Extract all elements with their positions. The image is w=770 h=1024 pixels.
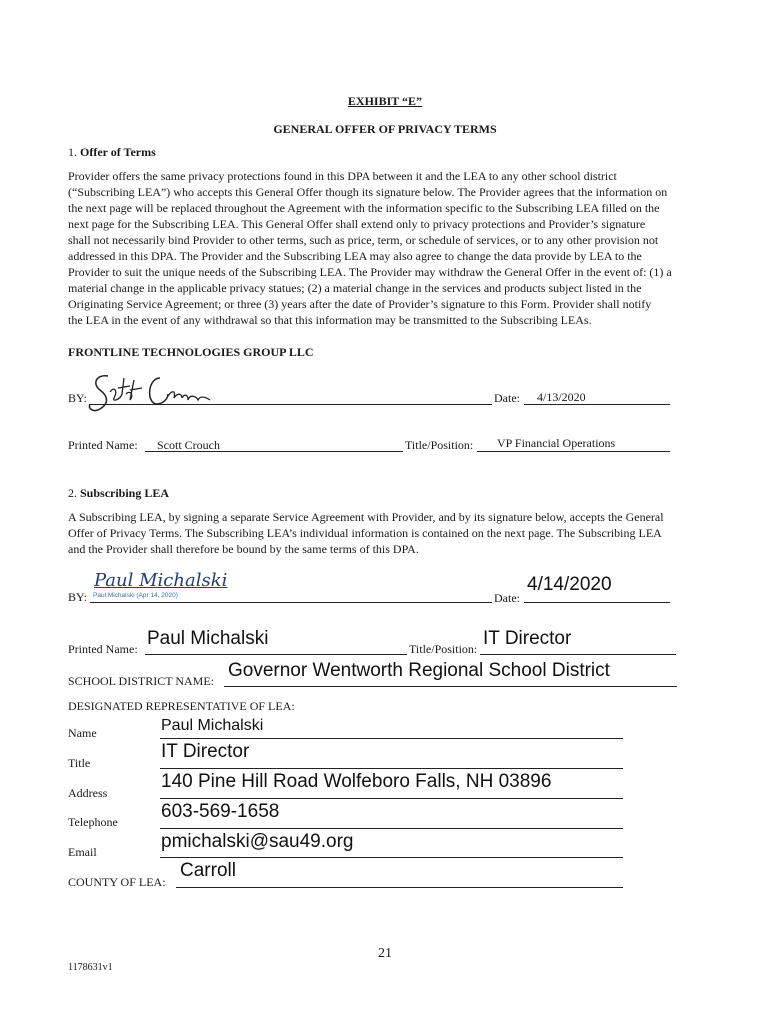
section-1-line: the next page will be replaced throughout the Agreement with the information specific to the Subscribing LEA filled on the	[68, 201, 660, 215]
rep-name-value: Paul Michalski	[161, 717, 264, 734]
page-title: GENERAL OFFER OF PRIVACY TERMS	[273, 122, 497, 136]
lea-title-value: IT Director	[483, 628, 572, 649]
section-1-line: Provider to suit the unique needs of the Subscribing LEA. The Provider may withdraw the General Offer in the event of: (1) a	[68, 265, 672, 279]
rep-title-value: IT Director	[161, 741, 250, 762]
rep-name-line	[160, 738, 623, 739]
lea-date-line	[524, 602, 670, 603]
section-1-line: Provider offers the same privacy protections found in this DPA between it and the LEA to any other school district	[68, 169, 617, 183]
page-number: 21	[378, 946, 392, 961]
provider-signature-image	[86, 368, 216, 416]
rep-title-line	[160, 768, 623, 769]
lea-date-label: Date:	[494, 591, 520, 605]
section-1-title: Offer of Terms	[80, 145, 156, 159]
section-2-title: Subscribing LEA	[80, 486, 170, 500]
rep-telephone-label: Telephone	[68, 815, 118, 829]
lea-printed-name-line	[145, 654, 407, 655]
section-1-line: the LEA in the event of any withdrawal so that this information may be transmitted to the Subscribing LEAs.	[68, 313, 592, 327]
provider-printed-name-value: Scott Crouch	[157, 438, 220, 452]
lea-by-label: BY:	[68, 590, 87, 604]
provider-date-value: 4/13/2020	[537, 390, 586, 404]
provider-printed-name-label: Printed Name:	[68, 438, 138, 452]
section-1-line: shall not necessarily bind Provider to other terms, such as price, term, or schedule of services, or to any other provision not	[68, 233, 659, 247]
rep-email-value: pmichalski@sau49.org	[161, 831, 354, 852]
section-2-line: and the Provider shall therefore be bound by the same terms of this DPA.	[68, 542, 419, 556]
provider-company-name: FRONTLINE TECHNOLOGIES GROUP LLC	[68, 345, 314, 359]
provider-title-prefix: VP	[497, 436, 512, 450]
provider-date-label: Date:	[494, 391, 520, 405]
rep-email-label: Email	[68, 845, 97, 859]
county-value: Carroll	[180, 860, 236, 881]
provider-by-label: BY:	[68, 391, 87, 405]
exhibit-heading: EXHIBIT “E”	[347, 94, 423, 108]
lea-printed-name-label: Printed Name:	[68, 642, 138, 656]
section-1-line: (“Subscribing LEA”) who accepts this General Offer though its signature below. The Provider agrees that the information on	[68, 185, 668, 199]
lea-representative-heading: DESIGNATED REPRESENTATIVE OF LEA:	[68, 699, 295, 713]
section-1-line: Originating Service Agreement; or three (3) years after the date of Provider’s signature to this Form. Provider shall notify	[68, 297, 652, 311]
county-line	[176, 887, 623, 888]
provider-title-value	[497, 436, 615, 451]
provider-title-line	[477, 451, 670, 452]
lea-title-line	[480, 654, 676, 655]
section-2-heading	[68, 486, 169, 501]
lea-title-label: Title/Position:	[409, 642, 478, 656]
lea-district-line	[224, 686, 677, 687]
rep-telephone-line	[160, 828, 623, 829]
lea-district-value: Governor Wentworth Regional School District	[228, 660, 610, 681]
document-id: 1178631v1	[68, 962, 113, 973]
lea-signature: Paul Michalski	[94, 570, 228, 591]
rep-address-label: Address	[68, 786, 108, 800]
lea-signature-line	[90, 602, 492, 603]
county-label: COUNTY OF LEA:	[68, 875, 166, 889]
section-1-line: material change in the applicable privacy statues; (2) a material change in the services and products subject listed in the	[68, 281, 642, 295]
lea-district-label: SCHOOL DISTRICT NAME:	[68, 674, 215, 688]
section-2-number: 2.	[68, 486, 77, 500]
provider-title-text: Financial Operations	[514, 436, 616, 450]
section-2-line: A Subscribing LEA, by signing a separate Service Agreement with Provider, and by its signature below, accepts the General	[68, 510, 664, 524]
rep-address-value: 140 Pine Hill Road Wolfeboro Falls, NH 03896	[161, 771, 552, 792]
section-2-line: Offer of Privacy Terms. The Subscribing LEA’s individual information is contained on the next page. The Subscribing LEA	[68, 526, 662, 540]
section-1-number: 1.	[68, 145, 77, 159]
lea-printed-name-value: Paul Michalski	[147, 628, 269, 649]
rep-telephone-value: 603-569-1658	[161, 801, 280, 822]
rep-email-line	[160, 857, 623, 858]
provider-signature-line	[90, 404, 492, 405]
provider-title-label: Title/Position:	[405, 438, 474, 452]
section-1-heading	[68, 145, 156, 160]
lea-signature-stamp: Paul Michalski (Apr 14, 2020)	[93, 592, 178, 599]
section-1-body	[68, 168, 708, 328]
section-2-body	[68, 509, 708, 557]
section-1-line: addressed in this DPA. The Provider and the Subscribing LEA may also agree to change the data provide by LEA to the	[68, 249, 642, 263]
rep-title-label: Title	[68, 756, 91, 770]
section-1-line: next page for the Subscribing LEA. This General Offer shall extend only to privacy protections and Provider’s signature	[68, 217, 646, 231]
rep-address-line	[160, 798, 623, 799]
rep-name-label: Name	[68, 726, 97, 740]
lea-date-value: 4/14/2020	[527, 574, 612, 595]
